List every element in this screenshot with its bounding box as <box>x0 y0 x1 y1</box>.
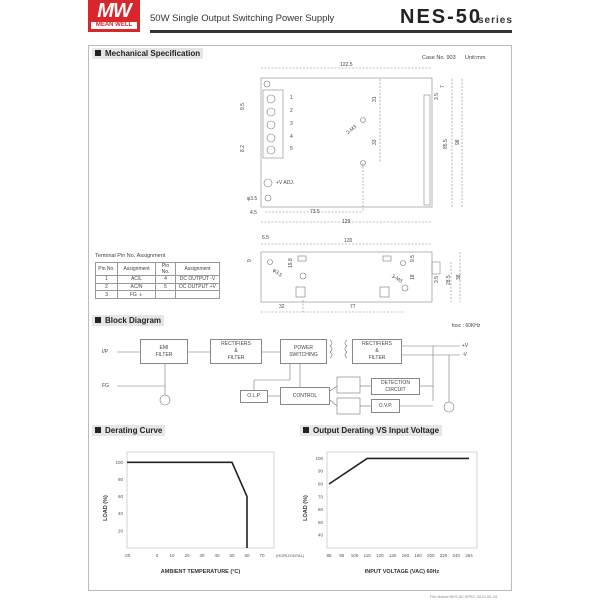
dim-73-5: 73.5 <box>310 209 320 215</box>
cell: AC/L <box>118 276 156 284</box>
x-tick-label: 220 <box>439 553 448 558</box>
label: & <box>375 348 379 354</box>
cell: AC/N <box>118 283 156 291</box>
dim-77: 77 <box>350 304 356 310</box>
case-number: Case No. 903 <box>422 55 456 61</box>
y-tick-label: 80 <box>117 476 123 482</box>
y-tick-label: 50 <box>317 519 323 525</box>
label: RECTIFIERS <box>221 341 251 347</box>
cell: 4 <box>156 276 176 284</box>
unit-label: Unit:mm <box>465 55 486 61</box>
dim-8-2: 8.2 <box>240 145 246 152</box>
x-tick-label: 0 <box>155 553 159 558</box>
dim-122-5: 122.5 <box>340 62 353 68</box>
cell: DC OUTPUT +V <box>176 283 220 291</box>
x-tick-label: 40 <box>214 553 220 558</box>
dim-3-5-side: 3.5 <box>434 276 440 283</box>
dim-98: 98 <box>455 139 461 145</box>
load-curve-line <box>127 462 247 548</box>
dim-9-5-side: 9.5 <box>410 255 416 262</box>
model-title: NES-50 <box>400 6 483 28</box>
cell: 2 <box>96 283 118 291</box>
x-tick-label: 120 <box>376 553 384 558</box>
y-tick-label: 80 <box>317 481 323 487</box>
label: SWITCHING <box>289 351 318 358</box>
y-tick-label: 40 <box>317 532 323 538</box>
x-tick-label: -20 <box>123 553 131 558</box>
phi-3-5-side: φ3.5 <box>271 267 283 279</box>
cell: 3 <box>96 291 118 299</box>
cell: DC OUTPUT -V <box>176 276 220 284</box>
x-tick-label: 180 <box>414 553 422 558</box>
header-cell: Pin No. <box>156 263 176 276</box>
vadj-label: +V ADJ. <box>276 180 295 186</box>
hole-3-m3: 3-M3 <box>390 273 404 285</box>
ovp-block: O.V.P. <box>371 399 400 413</box>
fg-terminal-label: FG <box>102 383 109 389</box>
mechanical-section-title: Mechanical Specification <box>92 48 203 59</box>
dim-120: 120 <box>344 238 353 244</box>
load-curve-line <box>329 458 469 484</box>
x-axis-title: INPUT VOLTAGE (VAC) 60Hz <box>364 569 440 575</box>
x-tick-label: 10 <box>169 553 175 558</box>
dim-19-8: 19.8 <box>288 258 294 268</box>
control-block: CONTROL <box>280 387 330 405</box>
x-tick-label: 160 <box>401 553 410 558</box>
document-subtitle: 50W Single Output Switching Power Supply <box>150 13 335 24</box>
x-axis-title: AMBIENT TEMPERATURE (°C) <box>160 569 241 575</box>
plot-area <box>127 452 274 548</box>
x-tick-label: 95 <box>339 553 345 558</box>
dim-9-5: 9.5 <box>240 103 246 110</box>
cell: FG ⏚ <box>118 291 156 299</box>
dim-32: 32 <box>279 304 285 310</box>
dim-85-5: 85.5 <box>443 139 449 149</box>
x-tick-label: 88 <box>326 553 332 558</box>
x-tick-label: 200 <box>427 553 435 558</box>
footer-file-name: File Name:NES-50-SPEC 2012-09-24 <box>430 594 498 599</box>
dim-129: 129 <box>342 219 351 225</box>
header-cell: Pin No. <box>96 263 118 276</box>
x-tick-label: 50 <box>229 553 235 558</box>
y-tick-label: 70 <box>317 494 323 500</box>
x-tick-label: 70 <box>259 553 265 558</box>
dim-31: 31 <box>372 96 378 102</box>
vplus-terminal: +V <box>462 343 469 349</box>
pin-label-4: 4 <box>290 134 293 140</box>
y-tick-label: 60 <box>117 494 123 500</box>
x-tick-label: 140 <box>388 553 397 558</box>
pin-table-title: Terminal Pin No. Assignment <box>95 253 166 259</box>
dim-9: 9 <box>247 259 253 262</box>
x-tick-label: 240 <box>452 553 461 558</box>
label: FILTER <box>368 355 386 361</box>
dim-38: 38 <box>456 274 462 280</box>
label: FILTER <box>227 355 245 361</box>
label: DETECTION <box>381 379 410 386</box>
mean-well-logo: MW MEAN WELL <box>88 0 140 32</box>
series-label: series <box>478 15 513 26</box>
dim-3-5-top: 3.5 <box>434 93 440 100</box>
block-diagram-title: Block Diagram <box>92 315 164 326</box>
y-tick-label: 60 <box>317 507 323 513</box>
label: RECTIFIERS <box>362 341 392 347</box>
header-cell: Assignment <box>118 263 156 276</box>
vminus-terminal: -V <box>462 352 467 358</box>
y-axis-title: LOAD (%) <box>303 495 309 521</box>
pin-label-1: 1 <box>290 95 293 101</box>
hole-2-m3: 2-M3 <box>345 124 359 136</box>
label: CIRCUIT <box>385 386 406 393</box>
derating-curve-title: Derating Curve <box>92 425 165 436</box>
label: POWER <box>294 344 313 351</box>
label: EMI <box>159 344 169 351</box>
dim-7: 7 <box>440 85 446 88</box>
y-tick-label: 20 <box>117 528 123 534</box>
dim-33: 33 <box>372 139 378 145</box>
pin-label-5: 5 <box>290 146 293 152</box>
label: FILTER <box>155 351 173 358</box>
phi-3-5-top: φ3.5 <box>247 196 258 202</box>
x-tick-label: 100 <box>350 553 359 558</box>
label: & <box>234 348 238 354</box>
dim-4-5: 4.5 <box>250 210 257 216</box>
y-tick-label: 40 <box>117 511 123 517</box>
fosc-label: fosc : 60KHz <box>452 323 481 329</box>
dim-28-5: 28.5 <box>446 275 452 285</box>
input-derating-title: Output Derating VS Input Voltage <box>300 425 442 436</box>
x-tick-label: 264 <box>465 553 473 558</box>
pin-label-2: 2 <box>290 108 293 114</box>
x-tick-label: 30 <box>199 553 205 558</box>
y-tick-label: 100 <box>115 459 123 465</box>
plot-area <box>327 452 477 548</box>
x-extra-label: (HORIZONTAL) <box>276 553 305 558</box>
ip-terminal-label: I/P <box>102 349 109 355</box>
dim-18: 18 <box>410 274 416 280</box>
x-tick-label: 115 <box>363 553 371 558</box>
y-tick-label: 100 <box>315 455 323 461</box>
olp-block: O.L.P. <box>240 390 268 403</box>
header-cell: Assignment <box>176 263 220 276</box>
cell: 1 <box>96 276 118 284</box>
y-axis-title: LOAD (%) <box>103 495 109 521</box>
x-tick-label: 20 <box>184 553 190 558</box>
dim-6-5: 6.5 <box>262 235 269 241</box>
pin-label-3: 3 <box>290 121 293 127</box>
cell: 5 <box>156 283 176 291</box>
y-tick-label: 90 <box>317 468 323 474</box>
x-tick-label: 60 <box>244 553 250 558</box>
